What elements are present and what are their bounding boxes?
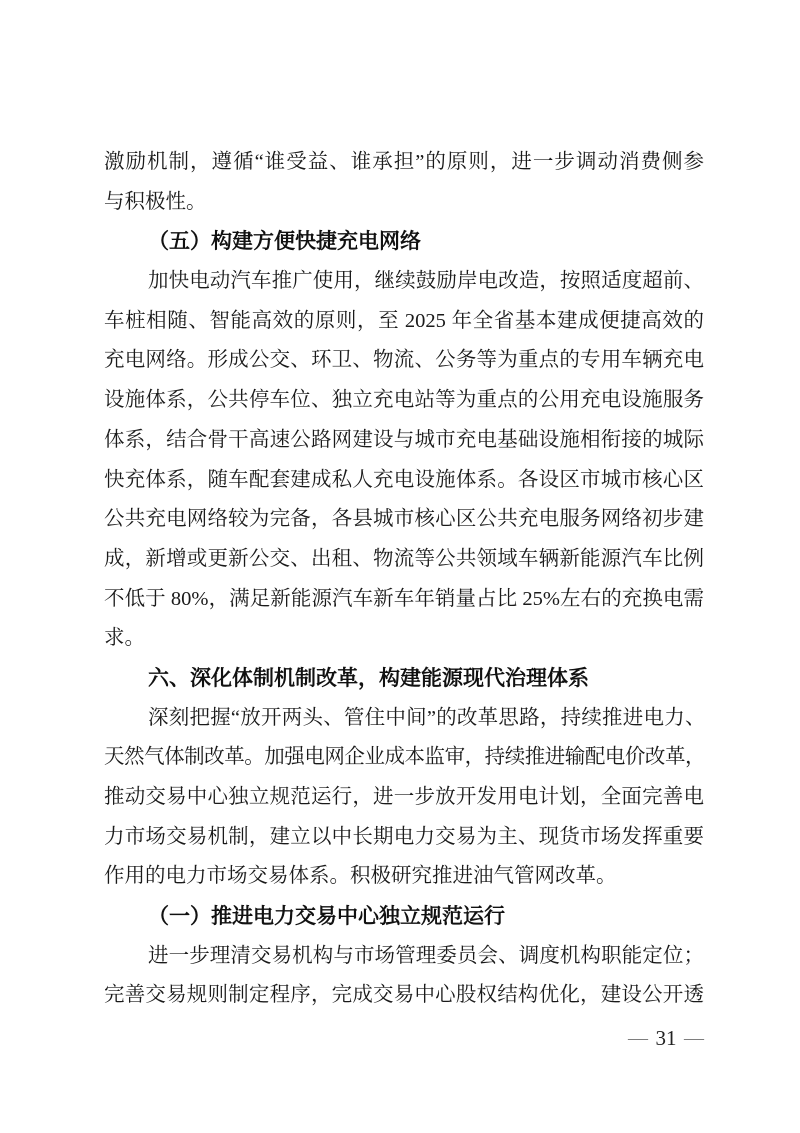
footer-dash-right: — xyxy=(684,1027,704,1049)
text-line: 完善交易规则制定程序，完成交易中心股权结构优化，建设公开透 xyxy=(104,984,704,1007)
text-line: 力市场交易机制，建立以中长期电力交易为主、现货市场发挥重要 xyxy=(104,825,704,848)
text-line: 不低于 80%，满足新能源汽车新车年销量占比 25%左右的充换电需 xyxy=(104,587,704,610)
text-line: 推动交易中心独立规范运行，进一步放开发用电计划，全面完善电 xyxy=(104,786,704,808)
text-line: 成，新增或更新公交、出租、物流等公共领域车辆新能源汽车比例 xyxy=(104,547,704,570)
text-line: 作用的电力市场交易体系。积极研究推进油气管网改革。 xyxy=(104,865,617,888)
text-line: 求。 xyxy=(104,627,145,650)
footer-dash-left: — xyxy=(628,1027,648,1049)
text-line: 加快电动汽车推广使用，继续鼓励岸电改造，按照适度超前、 xyxy=(148,270,704,293)
page-number: 31 xyxy=(655,1026,677,1050)
page-footer xyxy=(628,1026,704,1050)
text-line: 快充体系，随车配套建成私人充电设施体系。各设区市城市核心区 xyxy=(104,468,704,491)
text-line: 体系，结合骨干高速公路网建设与城市充电基础设施相衔接的城际 xyxy=(104,428,704,451)
text-line: 与积极性。 xyxy=(104,190,207,213)
text-line: 进一步理清交易机构与市场管理委员会、调度机构职能定位； xyxy=(148,944,704,967)
text-line: 深刻把握“放开两头、管住中间”的改革思路，持续推进电力、 xyxy=(148,706,704,729)
text-line: 公共充电网络较为完备，各县城市核心区公共充电服务网络初步建 xyxy=(104,508,704,531)
subsection-heading: （一）推进电力交易中心独立规范运行 xyxy=(148,904,505,929)
text-line: 激励机制，遵循“谁受益、谁承担”的原则，进一步调动消费侧参 xyxy=(104,151,704,173)
document-content xyxy=(104,143,704,1016)
subsection-heading: （五）构建方便快捷充电网络 xyxy=(148,229,421,254)
text-line: 设施体系，公共停车位、独立充电站等为重点的公用充电设施服务 xyxy=(104,389,704,412)
text-line: 充电网络。形成公交、环卫、物流、公务等为重点的专用车辆充电 xyxy=(104,349,704,372)
text-line: 天然气体制改革。加强电网企业成本监审，持续推进输配电价改革， xyxy=(104,746,704,769)
text-line: 车桩相随、智能高效的原则，至 2025 年全省基本建成便捷高效的 xyxy=(104,309,704,332)
section-heading: 六、深化体制机制改革，构建能源现代治理体系 xyxy=(148,665,589,690)
